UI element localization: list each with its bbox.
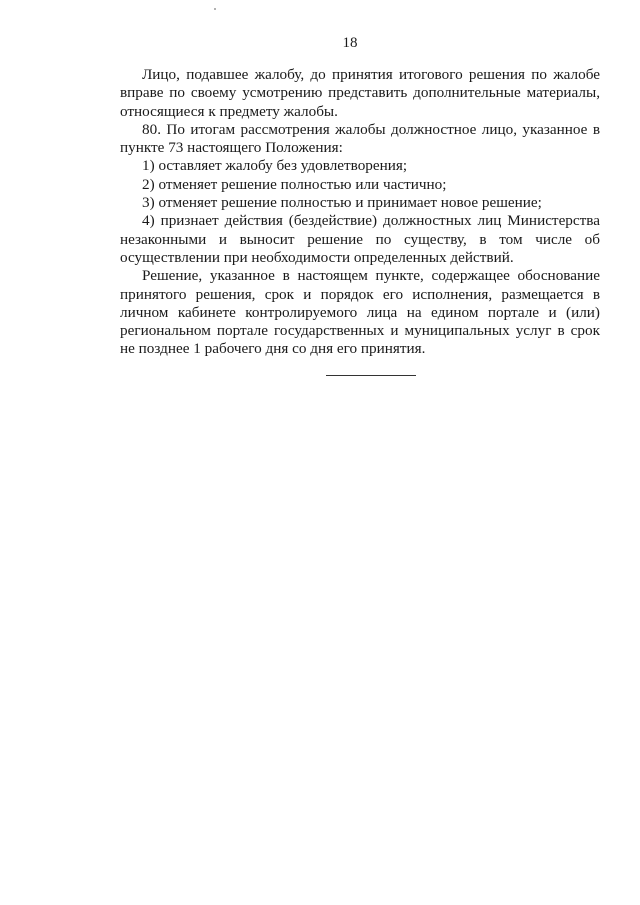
paragraph-decision-publication: Решение, указанное в настоящем пункте, содержащее обоснование принятого решения, срок и порядок его исполнения, размещается в личном кабинете контролируемого лица на едином портале и (или) региональном портале государственных и муниципальных услуг в срок не позднее 1 рабочего дня со дня его принятия.	[120, 267, 600, 358]
document-body	[120, 66, 600, 359]
paragraph-additional-materials: Лицо, подавшее жалобу, до принятия итогового решения по жалобе вправе по своему усмотрению представить дополнительные материалы, относящиеся к предмету жалобы.	[120, 66, 600, 120]
scan-speck	[214, 8, 216, 10]
list-item-4: 4) признает действия (бездействие) должностных лиц Министерства незаконными и выносит решение по существу, в том числе об осуществлении при необходимости определенных действий.	[120, 212, 600, 266]
end-divider-line	[326, 375, 416, 376]
list-item-2: 2) отменяет решение полностью или частично;	[142, 175, 447, 193]
paragraph-item-80: 80. По итогам рассмотрения жалобы должностное лицо, указанное в пункте 73 настоящего Положения:	[120, 120, 600, 157]
list-item-1: 1) оставляет жалобу без удовлетворения;	[142, 157, 408, 175]
list-item-3: 3) отменяет решение полностью и принимает новое решение;	[142, 194, 542, 212]
page-number: 18	[342, 35, 358, 51]
